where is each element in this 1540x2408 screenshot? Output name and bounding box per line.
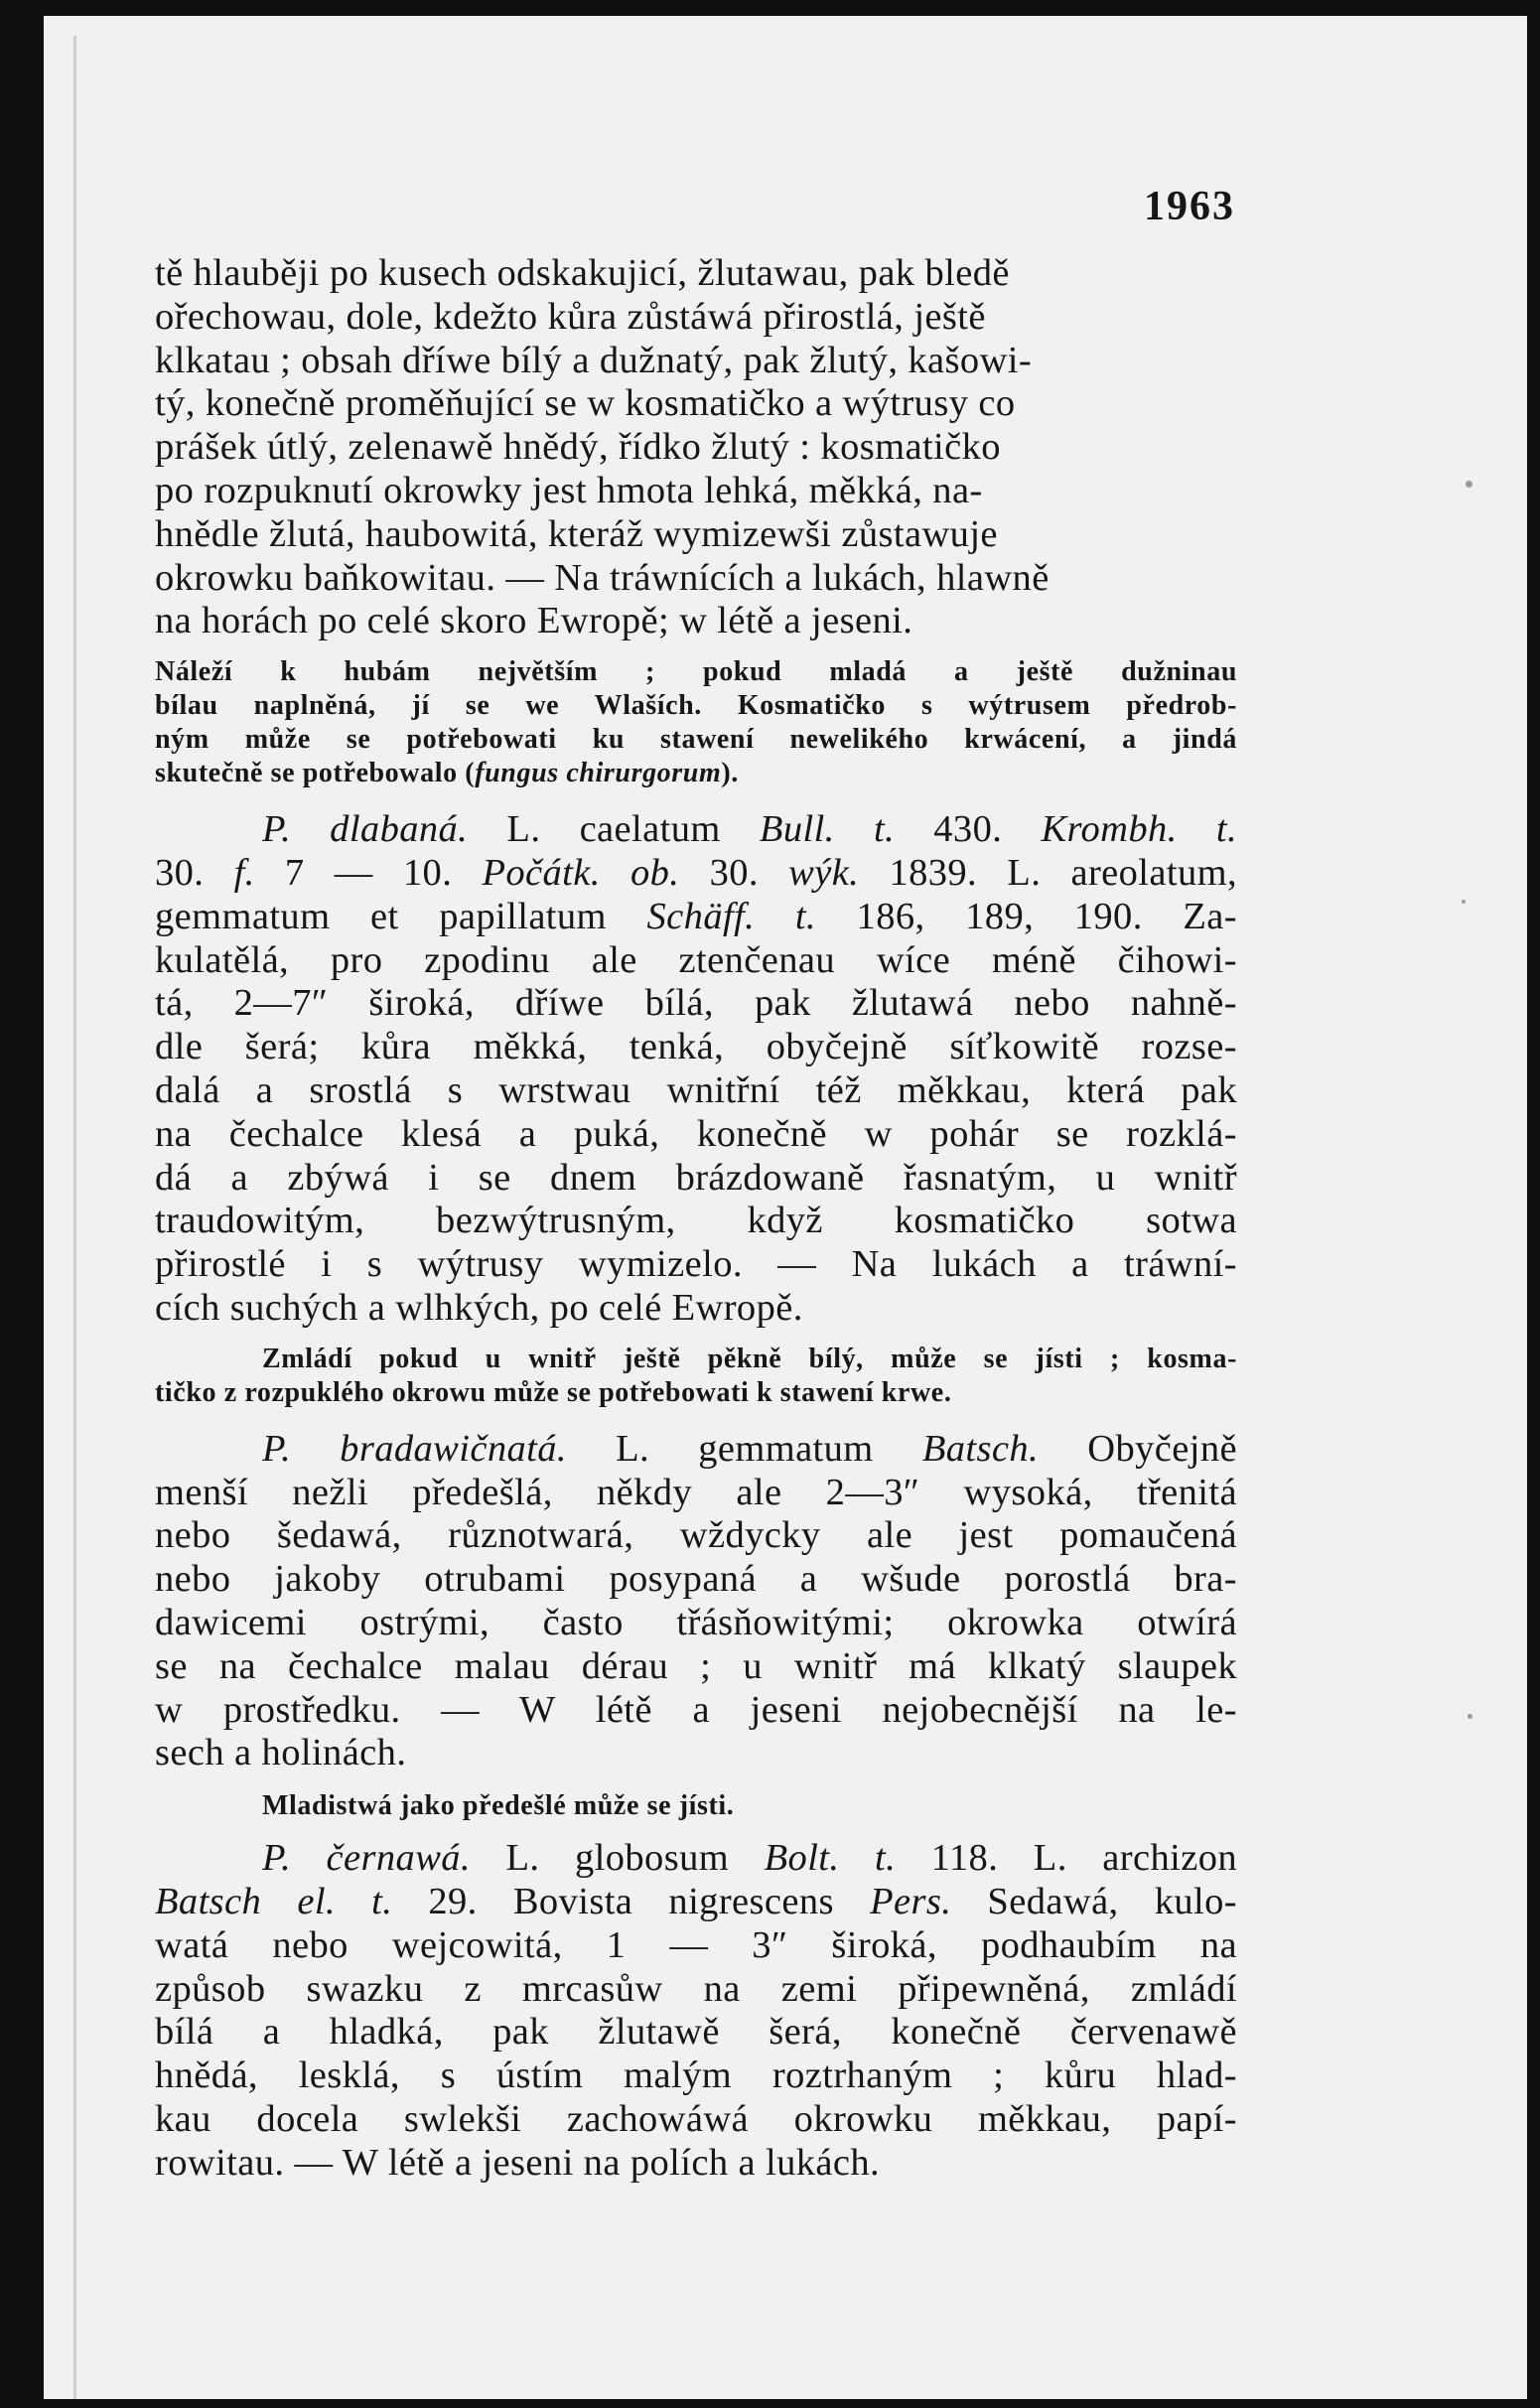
paper-speck bbox=[1466, 481, 1472, 488]
note-usage bbox=[155, 655, 1237, 790]
text-line: tý, konečně proměňující se w kosmatičko a wýtrusy co bbox=[155, 382, 1016, 425]
text-line: cích suchých a wlhkých, po celé Ewropě. bbox=[155, 1286, 803, 1329]
note-usage bbox=[155, 1789, 1237, 1823]
text-line: ořechowau, dole, kdežto kůra zůstáwá přirostlá, ještě bbox=[155, 295, 986, 338]
text-line: menší nežli předešlá, někdy ale 2—3″ wysoká, třenitá bbox=[155, 1471, 1237, 1513]
text-line: dalá a srostlá s wrstwau wnitřní též měkkau, která pak bbox=[155, 1068, 1237, 1111]
text-line: okrowku baňkowitau. — Na tráwnících a lukách, hlawně bbox=[155, 556, 1050, 599]
note-line: tičko z rozpuklého okrowu může se potřebowati k stawení krwe. bbox=[155, 1376, 952, 1408]
text-line: dawicemi ostrými, často třásňowitými; okrowka otwírá bbox=[155, 1601, 1237, 1643]
text-line: tě hlauběji po kusech odskakujicí, žlutawau, pak bledě bbox=[155, 252, 1010, 294]
body-text bbox=[155, 252, 1237, 2185]
text-line: nebo šedawá, různotwará, wždycky ale jest pomaučená bbox=[155, 1514, 1237, 1557]
text-line: bílá a hladká, pak žlutawě šerá, konečně červenawě bbox=[155, 2011, 1237, 2054]
text-line: kau docela swlekši zachowáwá okrowku měkkau, papí- bbox=[155, 2097, 1237, 2140]
paper-speck bbox=[1462, 900, 1466, 904]
text-line: přirostlé i s wýtrusy wymizelo. — Na lukách a tráwní- bbox=[155, 1243, 1237, 1286]
page-number: 1963 bbox=[1144, 184, 1235, 229]
book-page bbox=[44, 16, 1527, 2399]
note-line: skutečně se potřebowalo (fungus chirurgorum). bbox=[155, 758, 739, 789]
note-line: ným může se potřebowati ku stawení newelikého krwácení, a jindá bbox=[155, 724, 1237, 756]
text-line: Batsch el. t. 29. Bovista nigrescens Pers. Sedawá, kulo- bbox=[155, 1880, 1237, 1922]
text-line: kulatělá, pro zpodinu ale ztenčenau wíce méně čihowi- bbox=[155, 938, 1237, 981]
text-line: dle šerá; kůra měkká, tenká, obyčejně síťkowitě rozse- bbox=[155, 1026, 1237, 1068]
text-line: tá, 2—7″ široká, dříwe bílá, pak žlutawá nebo nahně- bbox=[155, 982, 1237, 1025]
note-usage bbox=[155, 1343, 1237, 1410]
latin-name: fungus chirurgorum bbox=[475, 758, 722, 789]
page-edge-shadow bbox=[73, 36, 76, 2399]
text-line: dá a zbýwá i se dnem brázdowaně řasnatým, u wnitř bbox=[155, 1156, 1237, 1199]
text-line: na horách po celé skoro Ewropě; w létě a jeseni. bbox=[155, 600, 913, 642]
paragraph-description bbox=[155, 252, 1237, 643]
text-line: watá nebo wejcowitá, 1 — 3″ široká, podhaubím na bbox=[155, 1923, 1237, 1966]
text-line: nebo jakoby otrubami posypaná a wšude porostlá bra- bbox=[155, 1558, 1237, 1601]
text-line: hnědle žlutá, haubowitá, kteráž wymizewši zůstawuje bbox=[155, 512, 998, 555]
text-line: P. dlabaná. L. caelatum Bull. t. 430. Krombh. t. bbox=[262, 808, 1238, 851]
species-name: P. dlabaná. bbox=[262, 808, 469, 851]
text-line: 30. f. 7 — 10. Počátk. ob. 30. wýk. 1839. L. areolatum, bbox=[155, 851, 1238, 894]
note-line: Mladistwá jako předešlé může se jísti. bbox=[262, 1790, 735, 1822]
text-line: způsob swazku z mrcasůw na zemi připewněná, zmládí bbox=[155, 1967, 1237, 2010]
text-line: P. bradawičnatá. L. gemmatum Batsch. Obyčejně bbox=[262, 1427, 1237, 1470]
paper-speck bbox=[1468, 1714, 1472, 1719]
text-line: gemmatum et papillatum Schäff. t. 186, 189, 190. Za- bbox=[155, 895, 1237, 937]
text-line: prášek útlý, zelenawě hnědý, řídko žlutý : kosmatičko bbox=[155, 426, 1001, 469]
species-name: P. černawá. bbox=[262, 1837, 471, 1880]
text-line: po rozpuknutí okrowky jest hmota lehká, měkká, na- bbox=[155, 469, 983, 511]
text-line: klkatau ; obsah dříwe bílý a dužnatý, pak žlutý, kašowi- bbox=[155, 339, 1033, 381]
species-entry-dlabana bbox=[155, 808, 1237, 1331]
text-line: sech a holinách. bbox=[155, 1732, 407, 1774]
text-line: hnědá, lesklá, s ústím malým roztrhaným ; kůru hlad- bbox=[155, 2054, 1237, 2097]
text-line: na čechalce klesá a puká, konečně w pohár se rozklá- bbox=[155, 1112, 1237, 1155]
note-line: bílau naplněná, jí se we Wlaších. Kosmatičko s wýtrusem předrob- bbox=[155, 690, 1237, 722]
species-name: P. bradawičnatá. bbox=[262, 1427, 567, 1470]
note-line: Náleží k hubám největším ; pokud mladá a ještě dužninau bbox=[155, 656, 1237, 688]
note-line: Zmládí pokud u wnitř ještě pěkně bílý, může se jísti ; kosma- bbox=[262, 1343, 1237, 1374]
text-line: rowitau. — W létě a jeseni na polích a lukách. bbox=[155, 2141, 881, 2184]
text-line: w prostředku. — W létě a jeseni nejobecnější na le- bbox=[155, 1688, 1237, 1731]
text-line: se na čechalce malau dérau ; u wnitř má klkatý slaupek bbox=[155, 1644, 1237, 1687]
text-line: traudowitým, bezwýtrusným, když kosmatičko sotwa bbox=[155, 1200, 1237, 1242]
species-entry-cernawa bbox=[155, 1837, 1237, 2185]
text-line: P. černawá. L. globosum Bolt. t. 118. L. archizon bbox=[262, 1837, 1238, 1880]
species-entry-bradawicnata bbox=[155, 1428, 1237, 1775]
